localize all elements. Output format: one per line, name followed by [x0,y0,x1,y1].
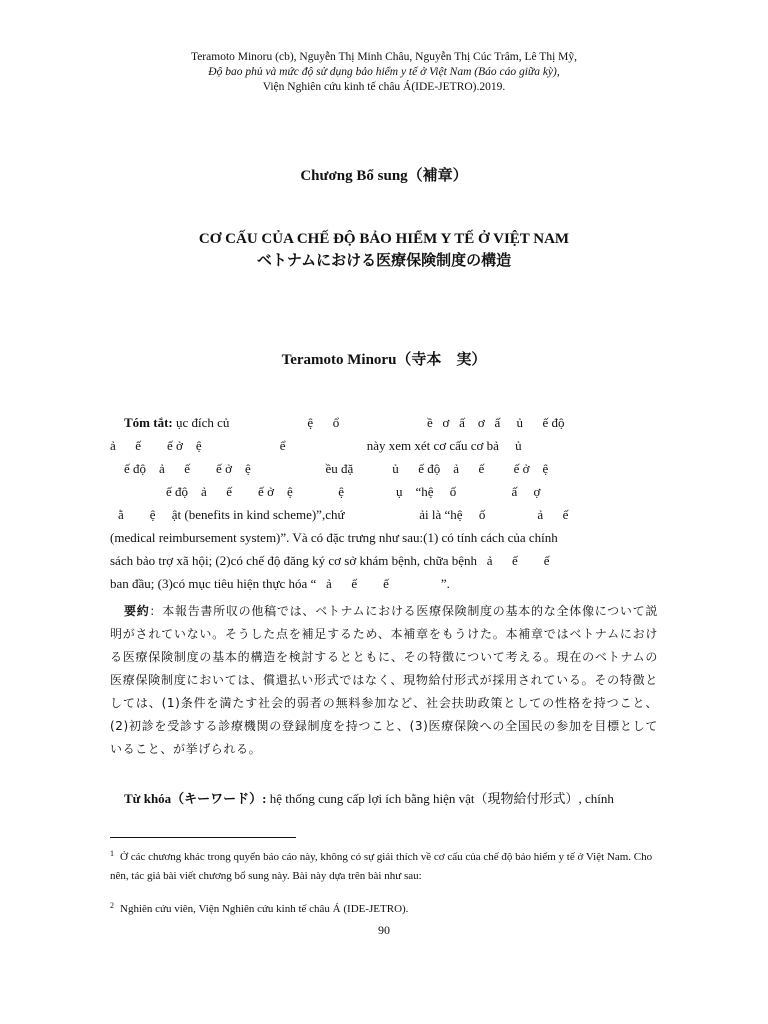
footnote-text: Ở các chương khác trong quyển báo cáo này, không có sự giải thích về cơ cấu của chế độ bảo hiểm y tế ở Việt Nam. Cho nên, tác giả bài viết chương bổ sung này. Bài này dựa trên bài như sau: [110,851,653,882]
abstract-line: Tóm tắt: ục đích củ ệ ổ ề ơ ấ ơ ấ ủ ế độ [124,415,565,430]
footnotes [110,848,658,933]
abstract-line: ế độ ả ế ế ở ệ ệ ụ “hệ ố ấ ợ [166,484,541,499]
abstract-japanese-label: 要約 [124,604,150,618]
abstract-line: ả ế ế ở ệ ể này xem xét cơ cấu cơ bả ủ [110,438,522,453]
abstract-line: ban đầu; (3)có mục tiêu hiện thực hóa “ ả ế ế ”. [110,576,450,591]
footnote-1 [110,848,658,886]
citation-authors: Teramoto Minoru (cb), Nguyễn Thị Minh Châu, Nguyễn Thị Cúc Trâm, Lê Thị Mỹ, [190,51,577,63]
abstract-line: sách bảo trợ xã hội; (2)có chế độ đăng ký cơ sở khám bệnh, chữa bệnh ả ế ế [110,553,550,568]
paper-title [90,228,678,272]
abstract-line: ế độ ả ế ế ở ệ ều đặ ủ ế độ ả ế ế ở ệ [124,461,549,476]
abstract-vietnamese [110,411,658,595]
keywords-label: Từ khóa（キーワード）: [124,791,267,806]
paper-title-japanese: ベトナムにおける医療保険制度の構造 [256,253,512,269]
keywords-text: hệ thống cung cấp lợi ích bằng hiện vật（現物給付形式）, chính [266,791,614,806]
footnote-marker: 2 [110,901,114,910]
citation-report-title: Độ bao phủ và mức độ sử dụng bảo hiểm y tế ở Việt Nam (Báo cáo giữa kỳ), [208,66,560,78]
footnote-divider [110,837,296,838]
paper-title-vietnamese: CƠ CẤU CỦA CHẾ ĐỘ BẢO HIỂM Y TẾ Ở VIỆT NAM [198,231,570,247]
page-number: 90 [378,923,390,937]
footnote-2 [110,900,658,919]
author-name: Teramoto Minoru（寺本 実） [281,352,487,368]
citation-header [90,50,678,95]
footnote-marker: 1 [110,849,114,858]
footnote-text: Nghiên cứu viên, Viện Nghiên cứu kinh tế châu Á (IDE-JETRO). [120,903,409,915]
abstract-line: (medical reimbursement system)”. Và có đặc trưng như sau:(1) có tính cách của chính [110,530,558,545]
citation-publisher: Viện Nghiên cứu kinh tế châu Á(IDE-JETRO).2019. [262,81,506,93]
abstract-japanese-text: ：本報告書所収の他稿では、ベトナムにおける医療保険制度の基本的な全体像について説明がされていない。そうした点を補足するため、本補章をもうけた。本補章ではベトナムにおける医療保険制度の基本的構造を検討するとともに、その特徴について考える。現在のベトナムの医療保険制度においては、償還払い形式ではなく、現物給付形式が採用されている。その特徴としては、(1)条件を満たす社会的弱者の無料参加など、社会扶助政策としての性格を持つこと、(2)初診を受診する診療機関の登録制度を持つこと、(3)医療保険への全国民の参加を目標としていること、が挙げられる。 [110,604,658,756]
chapter-heading: Chương Bổ sung（補章） [300,168,468,184]
abstract-line: ằ ệ ật (benefits in kind scheme)”,chứ ải là “hệ ố ả ế [118,507,569,522]
abstract-label: Tóm tắt: [124,415,173,430]
abstract-japanese [110,600,658,761]
keywords [110,788,658,810]
